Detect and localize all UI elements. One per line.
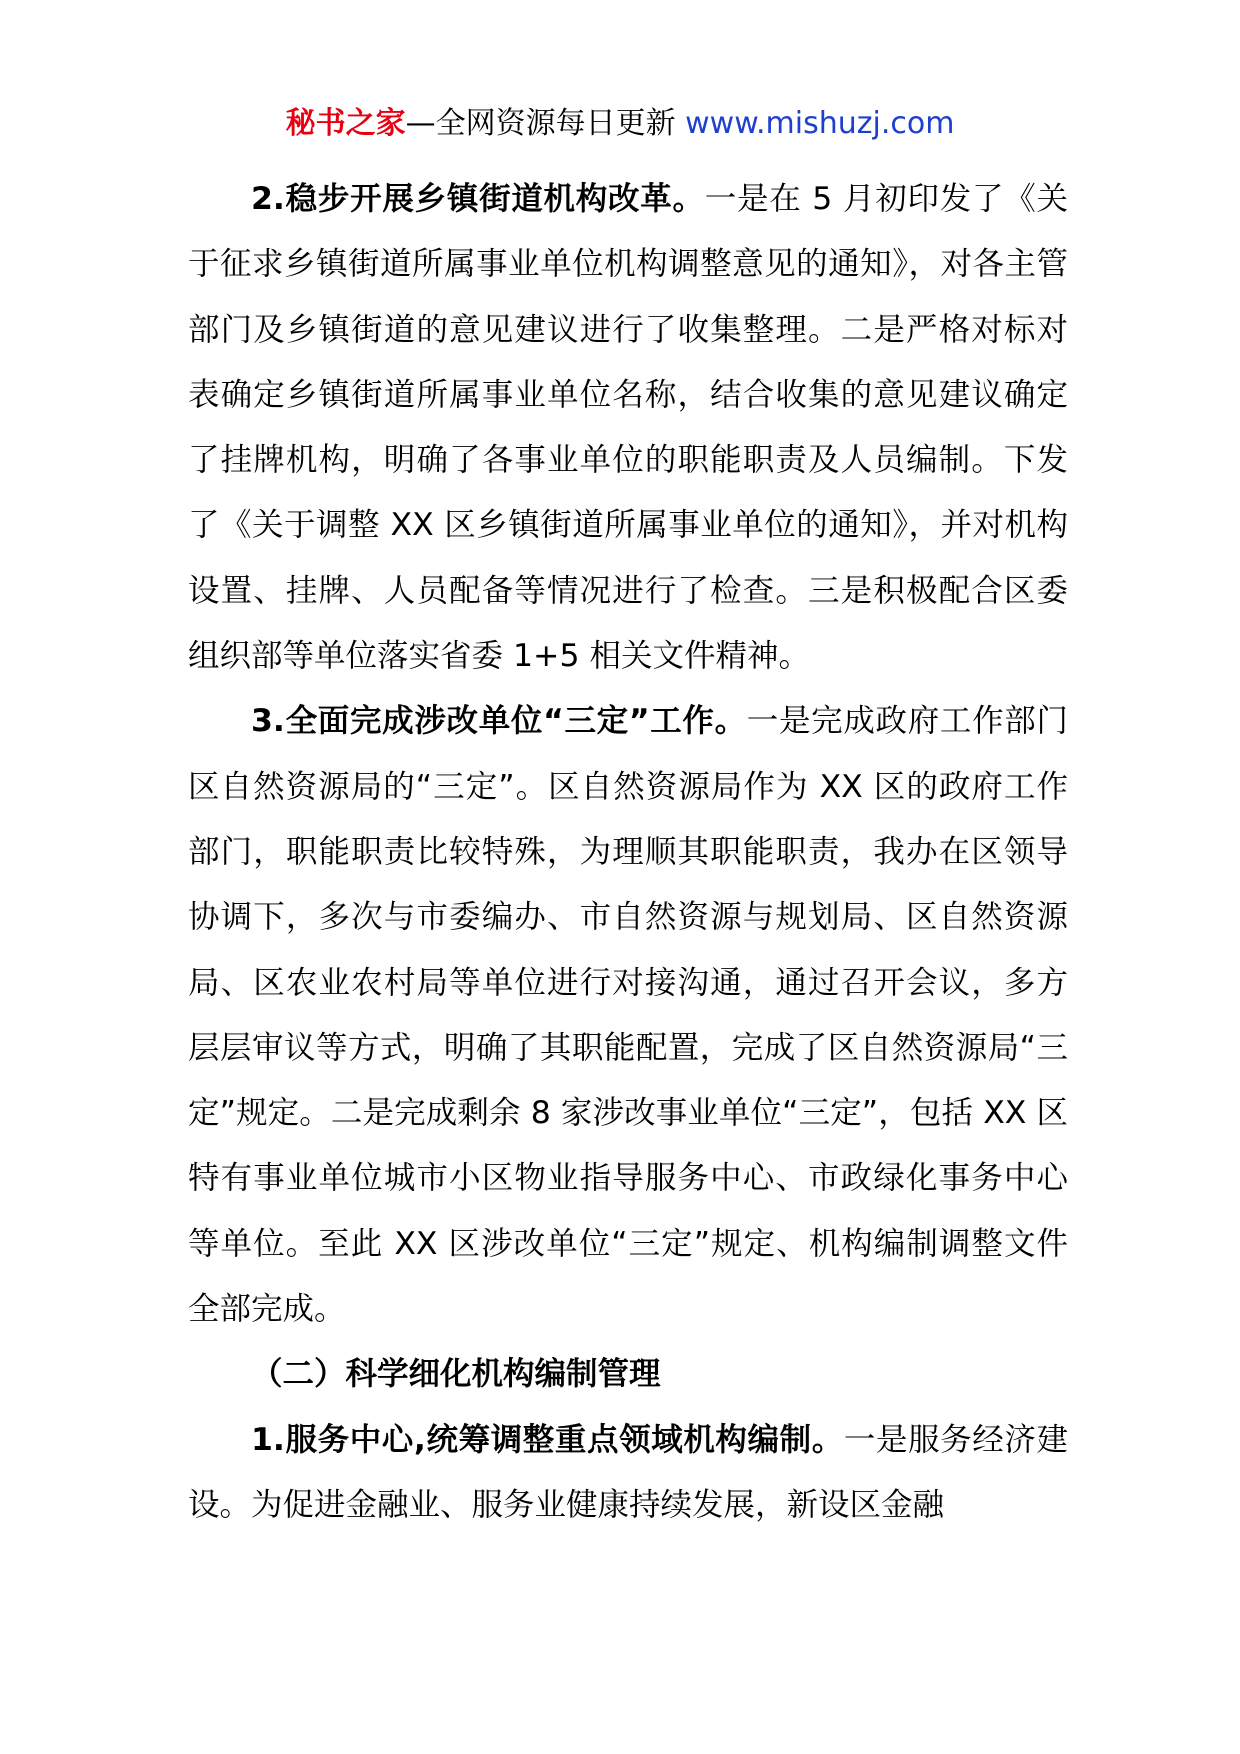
header-url[interactable]: www.mishuzj.com — [685, 106, 955, 141]
brand-name: 秘书之家 — [285, 106, 406, 141]
document-body — [188, 167, 1068, 1538]
paragraph-text: 一是服务经济建设。为促进金融业、服务业健康持续发展，新设区金融 — [188, 1421, 1068, 1523]
paragraph-lead: 1.服务中心,统筹调整重点领域机构编制。 — [251, 1421, 844, 1458]
paragraph-three-determinations — [188, 689, 1068, 1342]
watermark-header — [0, 100, 1240, 148]
header-tagline: —全网资源每日更新 — [405, 106, 686, 141]
paragraph-text: 一是完成政府工作部门区自然资源局的“三定”。区自然资源局作为 XX 区的政府工作部门，职能职责比较特殊，为理顺其职能职责，我办在区领导协调下，多次与市委编办、市自然资源与规划局、区自然资源局、区农业农村局等单位进行对接沟通，通过召开会议，多方层层审议等方式，明确了其职能配置，完成了区自然资源局“三定”规定。二是完成剩余 8 家涉改事业单位“三定”，包括 XX 区特有事业单位城市小区物业指导服务中心、市政绿化事务中心等单位。至此 XX 区涉改单位“三定”规定、机构编制调整文件全部完成。 — [188, 703, 1068, 1328]
paragraph-lead: 3.全面完成涉改单位“三定”工作。 — [251, 703, 747, 740]
paragraph-township-reform — [188, 167, 1068, 689]
section-heading: （二）科学细化机构编制管理 — [251, 1356, 661, 1393]
paragraph-text: 一是在 5 月初印发了《关于征求乡镇街道所属事业单位机构调整意见的通知》，对各主管部门及乡镇街道的意见建议进行了收集整理。二是严格对标对表确定乡镇街道所属事业单位名称，结合收集的意见建议确定了挂牌机构，明确了各事业单位的职能职责及人员编制。下发了《关于调整 XX 区乡镇街道所属事业单位的通知》，并对机构设置、挂牌、人员配备等情况进行了检查。三是积极配合区委组织部等单位落实省委 1+5 相关文件精神。 — [188, 181, 1068, 675]
paragraph-lead: 2.稳步开展乡镇街道机构改革。 — [251, 181, 705, 217]
paragraph-service-center — [188, 1408, 1068, 1539]
